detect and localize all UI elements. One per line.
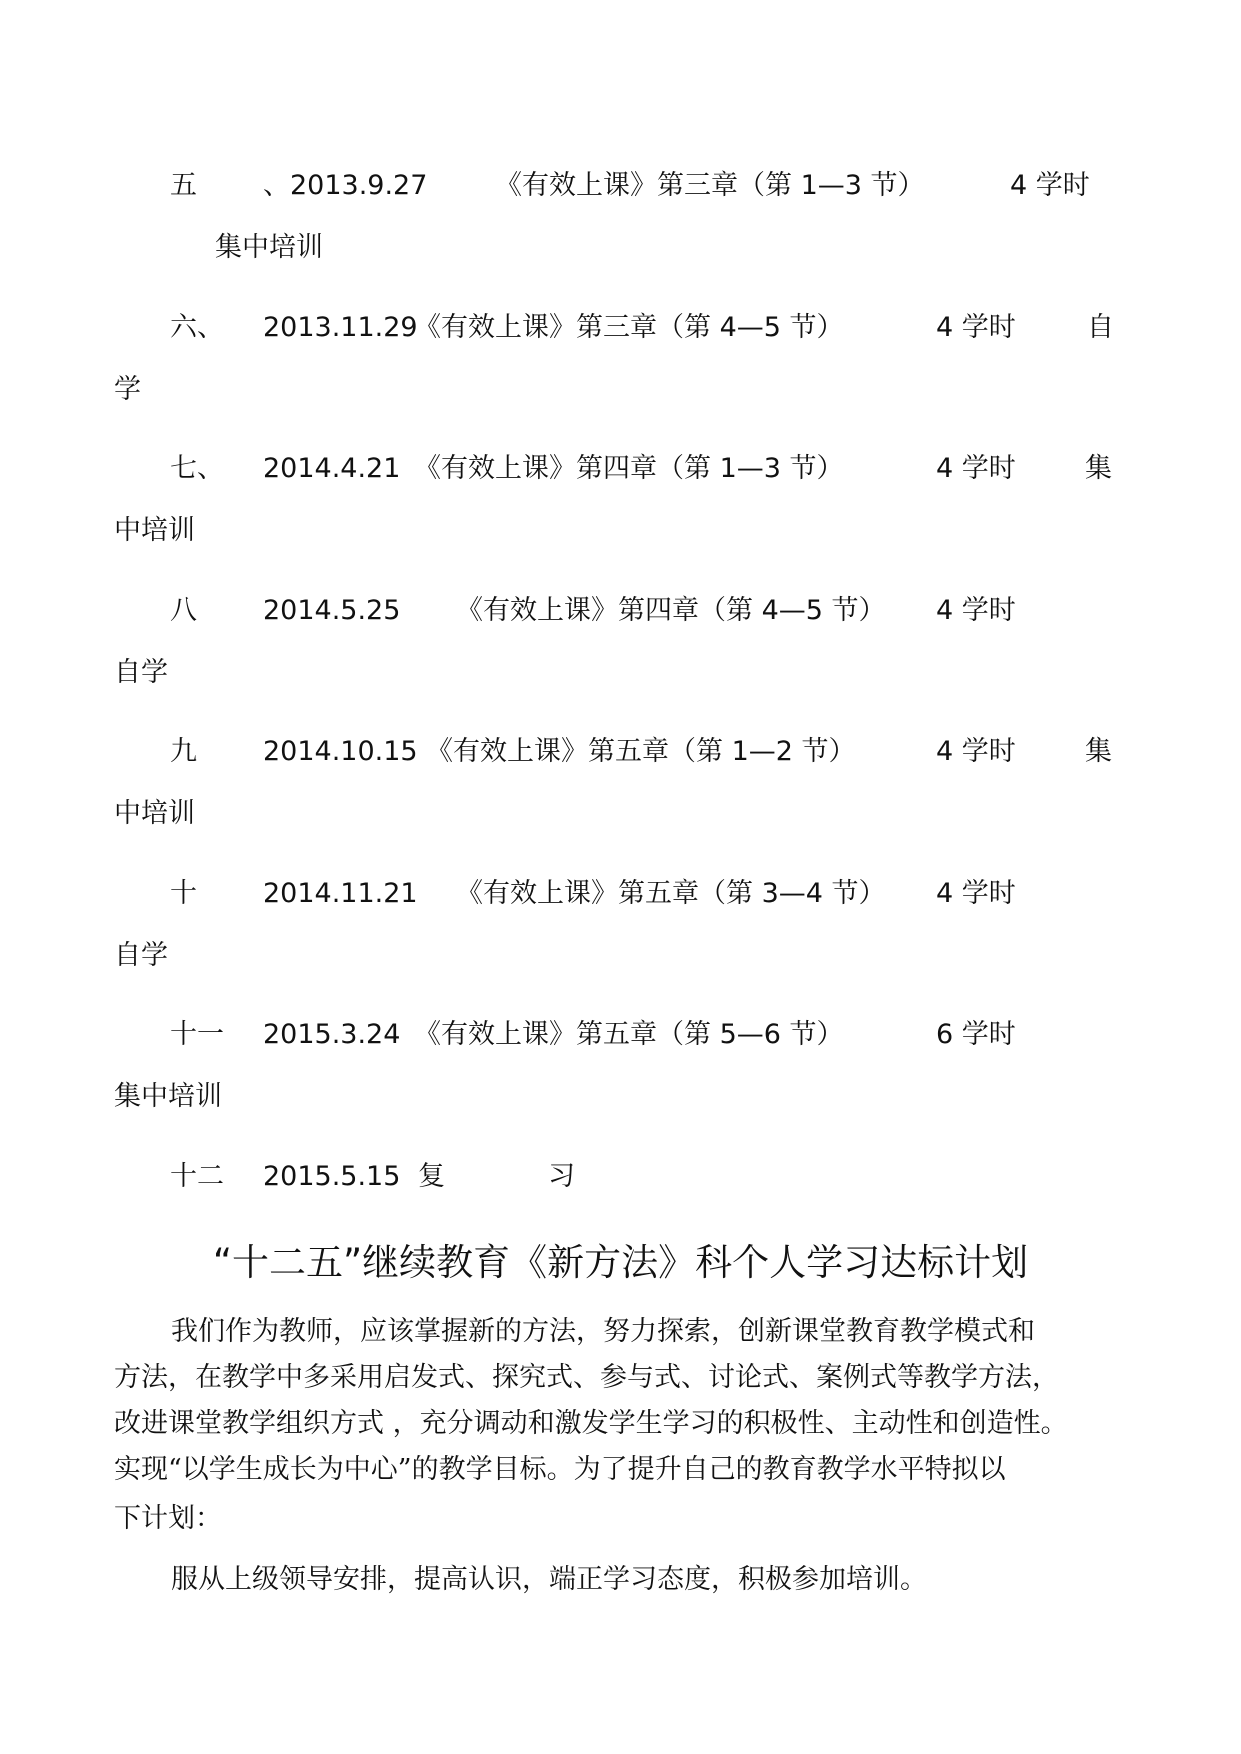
paragraph-line: 实现“以学生成长为中心”的教学目标。为了提升自己的教育教学水平特拟以 <box>114 1454 1006 1485</box>
row-content: 《有效上课》第三章（第 4—5 节） <box>414 312 844 343</box>
row-date: 2014.10.15 <box>263 736 418 767</box>
row-number: 十二 <box>170 1161 224 1192</box>
row-date: 、2013.9.27 <box>263 170 428 201</box>
row-date: 2014.11.21 <box>263 878 418 909</box>
row-mode: 集中培训 <box>114 1081 222 1112</box>
row-content: 《有效上课》第四章（第 1—3 节） <box>414 453 844 484</box>
row-mode-cont: 中培训 <box>114 798 195 829</box>
row-content: 《有效上课》第三章（第 1—3 节） <box>495 170 925 201</box>
paragraph-line: 下计划： <box>114 1503 222 1534</box>
row-hours: 习 <box>548 1161 575 1192</box>
row-content: 《有效上课》第五章（第 3—4 节） <box>456 878 886 909</box>
row-hours: 4 学时 <box>936 312 1016 343</box>
row-hours: 4 学时 <box>936 453 1016 484</box>
plan-title: “十二五”继续教育《新方法》科个人学习达标计划 <box>212 1241 1029 1284</box>
row-content: 《有效上课》第四章（第 4—5 节） <box>456 595 886 626</box>
row-hours: 4 学时 <box>936 878 1016 909</box>
row-hours: 6 学时 <box>936 1019 1016 1050</box>
row-number: 七、 <box>170 453 224 484</box>
row-number: 十 <box>170 878 197 909</box>
row-mode: 集 <box>1085 736 1112 767</box>
row-mode-cont: 中培训 <box>114 515 195 546</box>
row-mode: 集 <box>1085 453 1112 484</box>
row-number: 十一 <box>170 1019 224 1050</box>
row-content: 《有效上课》第五章（第 1—2 节） <box>426 736 856 767</box>
row-content: 《有效上课》第五章（第 5—6 节） <box>414 1019 844 1050</box>
row-number: 六、 <box>170 312 224 343</box>
paragraph-line: 方法，在教学中多采用启发式、探究式、参与式、讨论式、案例式等教学方法， <box>114 1362 1059 1393</box>
row-hours: 4 学时 <box>1010 170 1090 201</box>
paragraph-line: 我们作为教师，应该掌握新的方法，努力探索，创新课堂教育教学模式和 <box>171 1316 1035 1347</box>
row-mode: 自学 <box>114 940 168 971</box>
row-hours: 4 学时 <box>936 736 1016 767</box>
row-hours: 4 学时 <box>936 595 1016 626</box>
row-mode-cont: 学 <box>114 374 141 405</box>
row-number: 八 <box>170 595 197 626</box>
paragraph-line: 改进课堂教学组织方式 ，充分调动和激发学生学习的积极性、主动性和创造性。 <box>114 1408 1068 1439</box>
row-date: 2014.4.21 <box>263 453 401 484</box>
paragraph-line: 服从上级领导安排，提高认识，端正学习态度，积极参加培训。 <box>171 1564 927 1595</box>
row-date: 2015.3.24 <box>263 1019 401 1050</box>
row-mode: 自学 <box>114 657 168 688</box>
row-mode: 自 <box>1087 312 1114 343</box>
row-date: 2014.5.25 <box>263 595 401 626</box>
row-mode: 集中培训 <box>215 232 323 263</box>
row-number: 五 <box>170 170 197 201</box>
row-date: 2015.5.15 <box>263 1161 401 1192</box>
row-content: 复 <box>418 1161 445 1192</box>
row-date: 2013.11.29 <box>263 312 418 343</box>
row-number: 九 <box>170 736 197 767</box>
